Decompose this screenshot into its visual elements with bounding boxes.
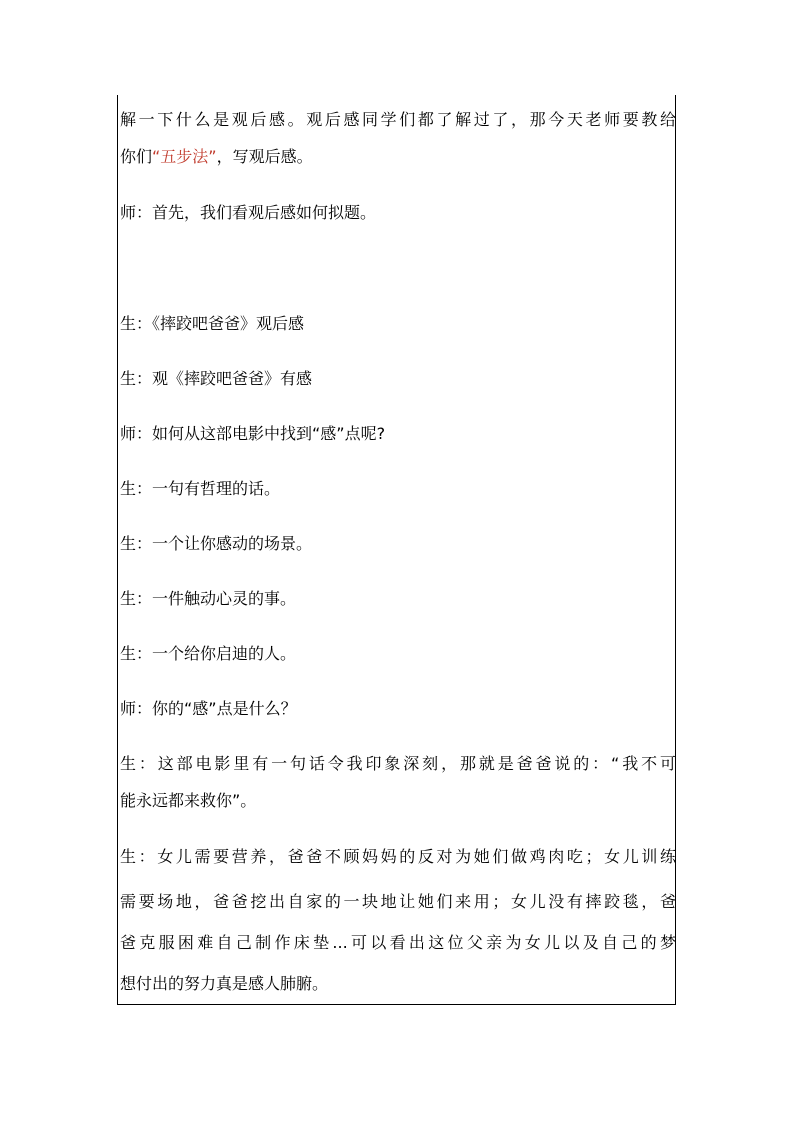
student-point-4: 生：一个给你启迪的人。 <box>120 644 297 663</box>
student-answer-2-line-3: 爸克服困难自己制作床垫...可以看出这位父亲为女儿以及自己的梦 <box>120 933 676 952</box>
student-title-1: 生：《摔跤吧爸爸》观后感 <box>120 314 305 333</box>
intro-line-2 <box>120 147 676 167</box>
intro-line-2-post: ，写观后感。 <box>216 147 313 166</box>
student-answer-2-line-1: 生：女儿需要营养，爸爸不顾妈妈的反对为她们做鸡肉吃；女儿训练 <box>120 847 676 866</box>
teacher-title-question: 师：首先，我们看观后感如何拟题。 <box>120 203 377 222</box>
intro-line-2-pre: 你们 <box>120 147 153 166</box>
student-answer-2-line-2: 需要场地，爸爸挖出自家的一块地让她们来用；女儿没有摔跤毯，爸 <box>120 892 676 911</box>
student-title-2: 生：观《摔跤吧爸爸》有感 <box>120 369 313 388</box>
student-point-1: 生：一句有哲理的话。 <box>120 479 281 498</box>
student-answer-1-line-2: 能永远都来救你”。 <box>120 791 257 810</box>
student-point-3: 生：一件触动心灵的事。 <box>120 589 297 608</box>
five-step-method-highlight: “五步法” <box>152 147 217 166</box>
student-point-2: 生：一个让你感动的场景。 <box>120 534 313 553</box>
teacher-find-point: 师：如何从这部电影中找到“感”点呢? <box>120 424 386 443</box>
student-answer-1-line-1: 生：这部电影里有一句话令我印象深刻，那就是爸爸说的：“我不可 <box>120 754 676 773</box>
teacher-your-point: 师：你的“感”点是什么？ <box>120 699 297 718</box>
student-answer-2-line-4: 想付出的努力真是感人肺腑。 <box>120 974 329 993</box>
intro-line-1: 解一下什么是观后感。观后感同学们都了解过了，那今天老师要教给 <box>120 110 676 129</box>
